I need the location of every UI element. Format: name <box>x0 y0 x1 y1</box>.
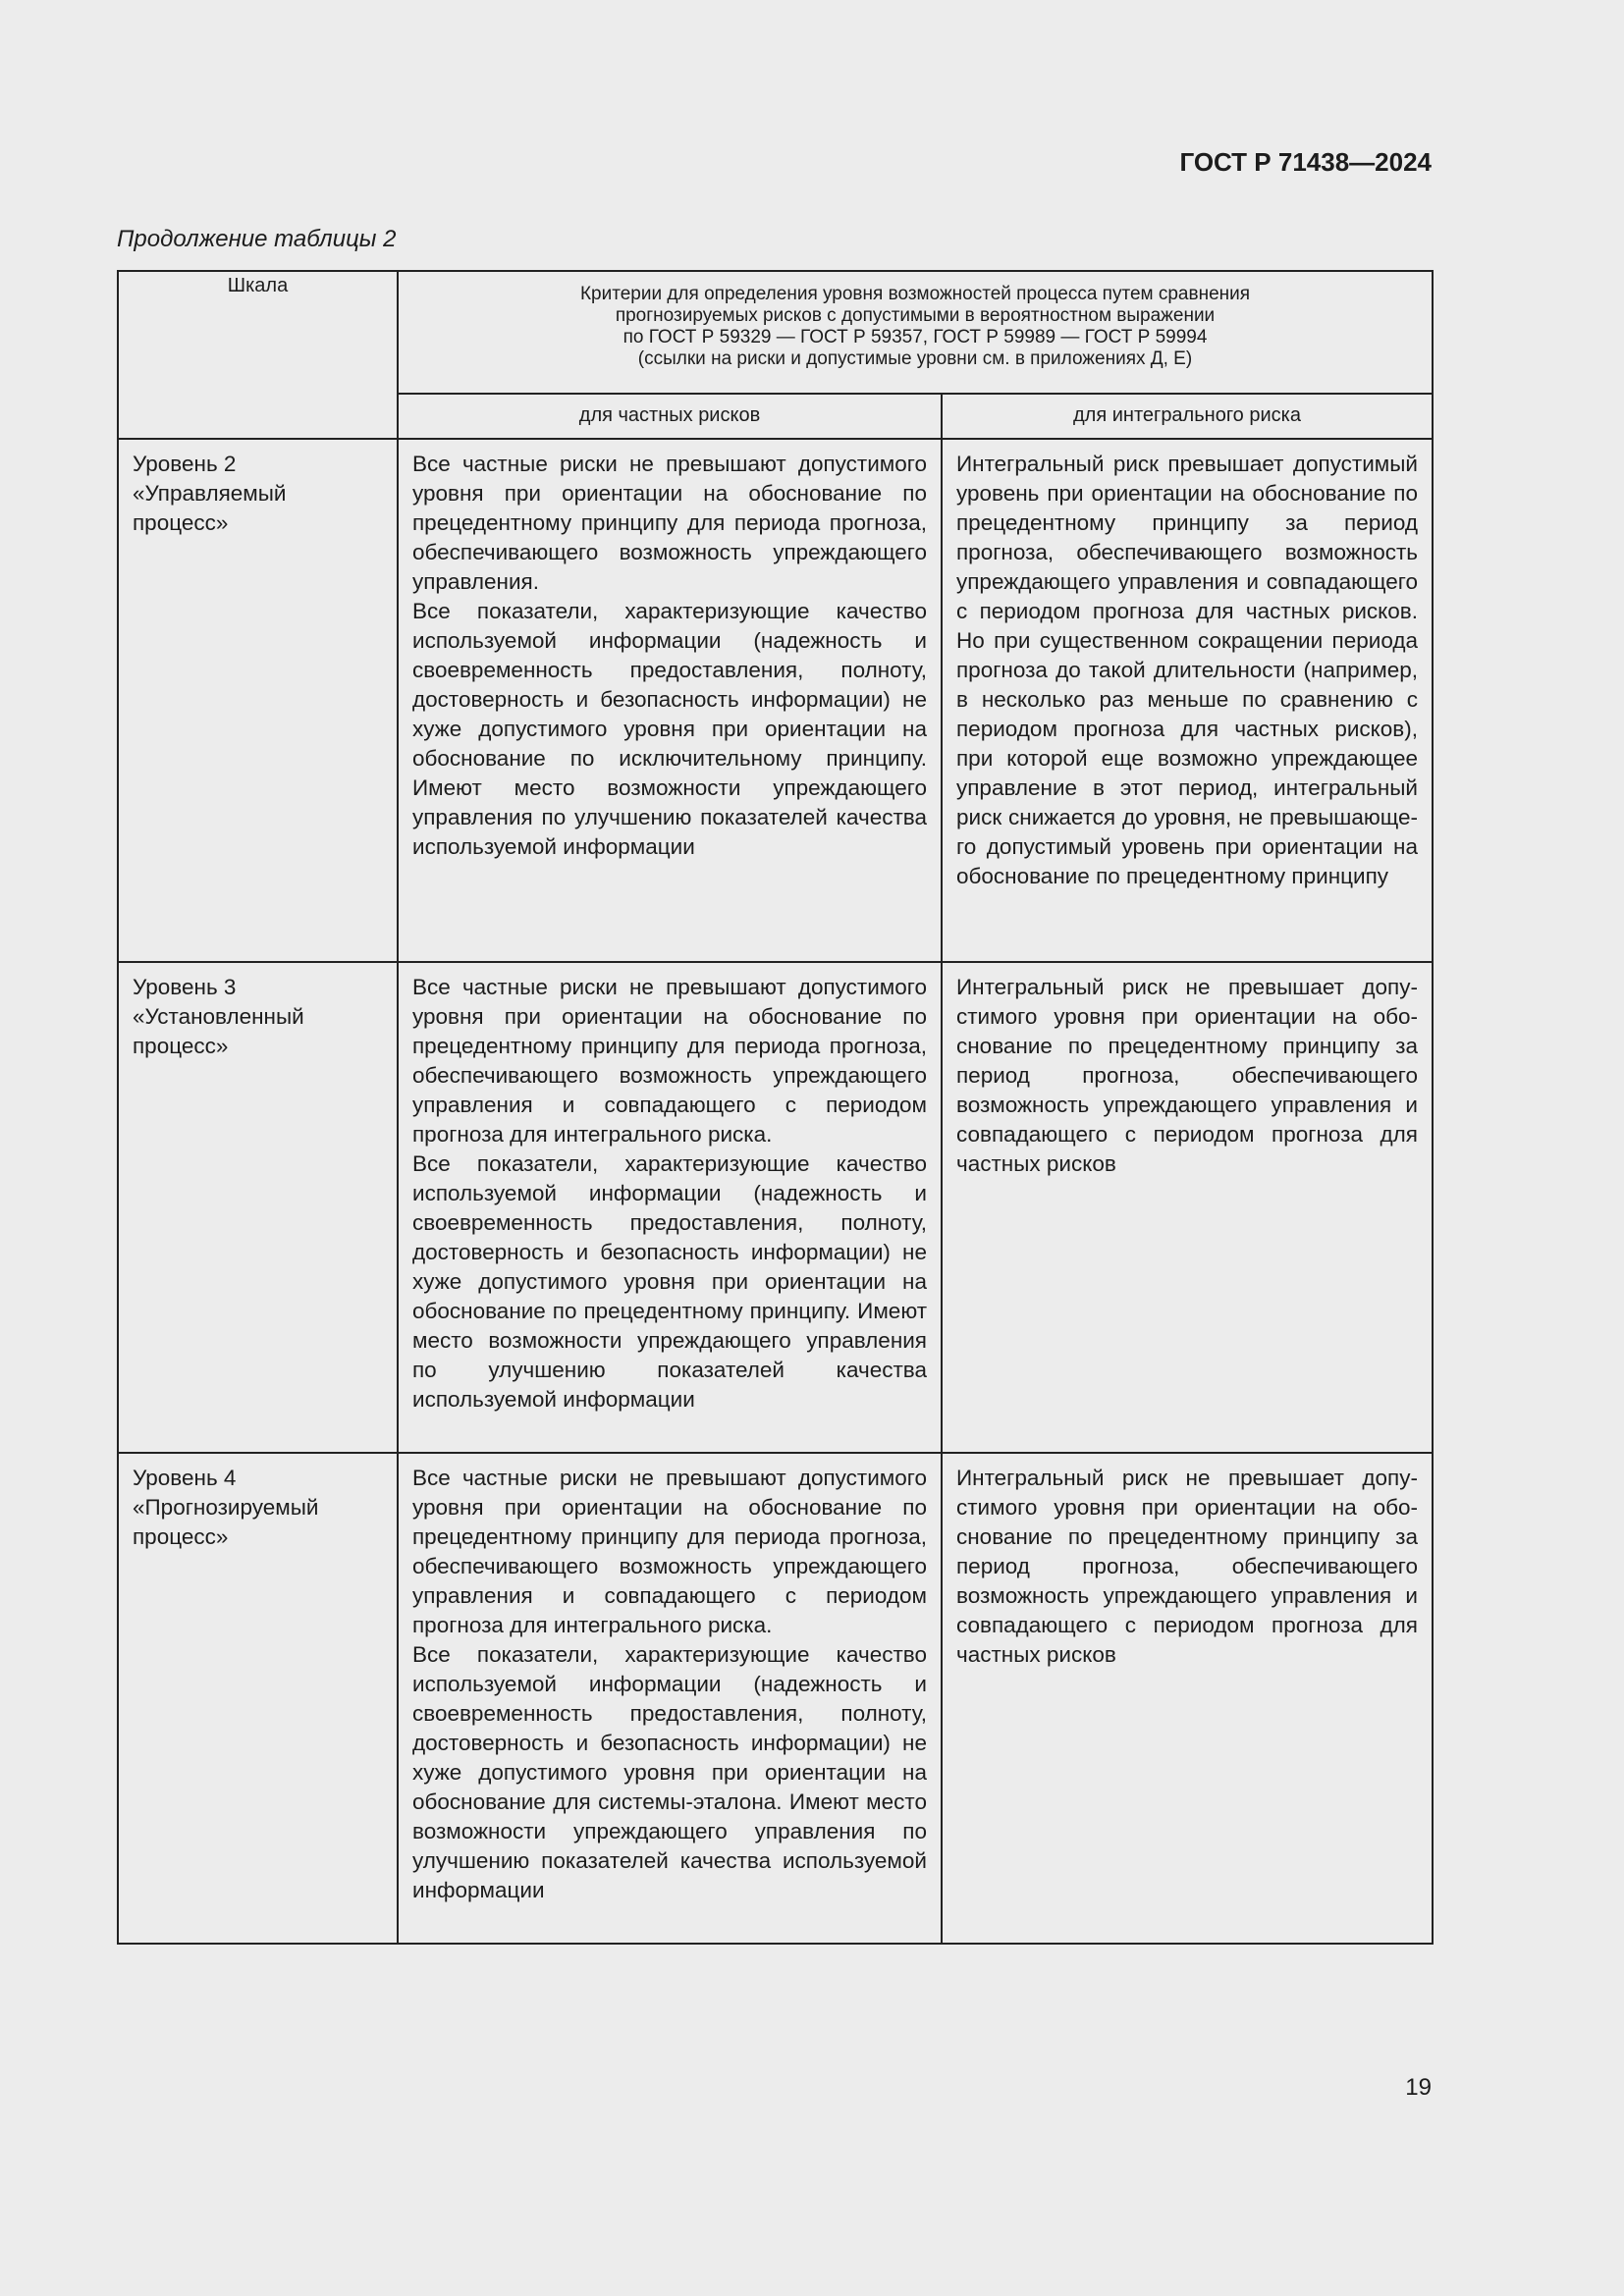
scale-cell <box>118 439 398 962</box>
integral-risk-cell: Интегральный риск превышает допустимый уровень при ориентации на обоснование по прецедентному принципу за период прогноза, обеспечивающего возможность упреждающего управления и совпадающего с периодом прогноза для частных рисков. Но при существенном сокращении периода прогноза до такой длительности (например, в несколько раз меньше по сравнению с периодом прогноза для частных рисков), при которой еще возможно упреждающее управление в этот период, интегральный риск снижается до уровня, не превышающего допустимый уровень при ориентации на обоснование по прецедентному принципу <box>942 439 1433 962</box>
partial-risks-paragraph: Все показатели, характеризующие качество используемой информации (надежность и своевременность предоставления, полноту, достоверность и безопасность информации) не хуже допустимого уровня при ориентации на обоснование по исключительному принципу. Имеют место возможности упреждающего управления по улучшению показателей качества используемой информации <box>412 599 927 859</box>
criteria-table <box>117 270 1434 1945</box>
table-row <box>118 1453 1433 1944</box>
scale-level: Уровень 4 <box>133 1466 237 1490</box>
scale-name: процесс» <box>133 510 229 535</box>
scale-name: «Установленный <box>133 1004 304 1029</box>
header-criteria <box>398 271 1433 394</box>
partial-risks-paragraph: Все частные риски не превышают допустимого уровня при ориентации на обоснование по прецедентному принципу для периода прогноза, обеспечивающего возможность упреждающего управления. <box>412 452 927 594</box>
page-number: 19 <box>1405 2074 1432 2101</box>
header-criteria-line: Критерии для определения уровня возможностей процесса путем сравнения <box>579 284 1251 304</box>
table-caption: Продолжение таблицы 2 <box>117 226 397 252</box>
header-scale: Шкала <box>118 271 398 439</box>
table-row <box>118 962 1433 1453</box>
partial-risks-cell <box>398 962 942 1453</box>
header-partial-risks: для частных рисков <box>398 394 942 439</box>
partial-risks-paragraph: Все частные риски не превышают допустимого уровня при ориентации на обоснование по прецедентному принципу для периода прогноза, обеспечивающего возможность упреждающего управления и совпадающего с периодом прогноза для интегрального риска. <box>412 1466 927 1637</box>
scale-level: Уровень 2 <box>133 452 237 476</box>
partial-risks-paragraph: Все показатели, характеризующие качество используемой информации (надежность и своевременность предоставления, полноту, достоверность и безопасность информации) не хуже допустимого уровня при ориентации на обоснование по прецедентному принципу. Имеют место возможности упреждающего управления по улучшению показателей качества используемой информации <box>412 1151 927 1412</box>
document-standard-id: ГОСТ Р 71438—2024 <box>1179 147 1432 177</box>
header-integral-risk: для интегрального риска <box>942 394 1433 439</box>
partial-risks-paragraph: Все показатели, характеризующие качество используемой информации (надежность и своевременность предоставления, полноту, достоверность и безопасность информации) не хуже допустимого уровня при ориентации на обоснование для системы-эталона. Имеют место возможности упреждающего управления по улучшению показателей качества используемой информации <box>412 1642 927 1902</box>
partial-risks-paragraph: Все частные риски не превышают допустимого уровня при ориентации на обоснование по прецедентному принципу для периода прогноза, обеспечивающего возможность упреждающего управления и совпадающего с периодом прогноза для интегрального риска. <box>412 975 927 1147</box>
header-criteria-line: по ГОСТ Р 59329 — ГОСТ Р 59357, ГОСТ Р 59989 — ГОСТ Р 59994 <box>623 327 1208 347</box>
partial-risks-cell <box>398 439 942 962</box>
integral-risk-cell: Интегральный риск не превышает допустимого уровня при ориентации на обоснование по прецедентному принципу за период прогноза, обеспечивающего возможность упреждающего управления и совпадающего с периодом прогноза для частных рисков <box>942 962 1433 1453</box>
scale-name: процесс» <box>133 1034 229 1058</box>
scale-level: Уровень 3 <box>133 975 237 999</box>
header-criteria-line: прогнозируемых рисков с допустимыми в вероятностном выражении <box>615 305 1216 326</box>
table-row <box>118 439 1433 962</box>
integral-risk-cell: Интегральный риск не превышает допустимого уровня при ориентации на обоснование по прецедентному принципу за период прогноза, обеспечивающего возможность упреждающего управления и совпадающего с периодом прогноза для частных рисков <box>942 1453 1433 1944</box>
scale-cell <box>118 962 398 1453</box>
scale-cell <box>118 1453 398 1944</box>
scale-name: процесс» <box>133 1524 229 1549</box>
scale-name: «Прогнозируемый <box>133 1495 319 1520</box>
partial-risks-cell <box>398 1453 942 1944</box>
table-header-row <box>118 271 1433 394</box>
header-criteria-line: (ссылки на риски и допустимые уровни см. в приложениях Д, Е) <box>637 348 1193 369</box>
scale-name: «Управляемый <box>133 481 287 506</box>
